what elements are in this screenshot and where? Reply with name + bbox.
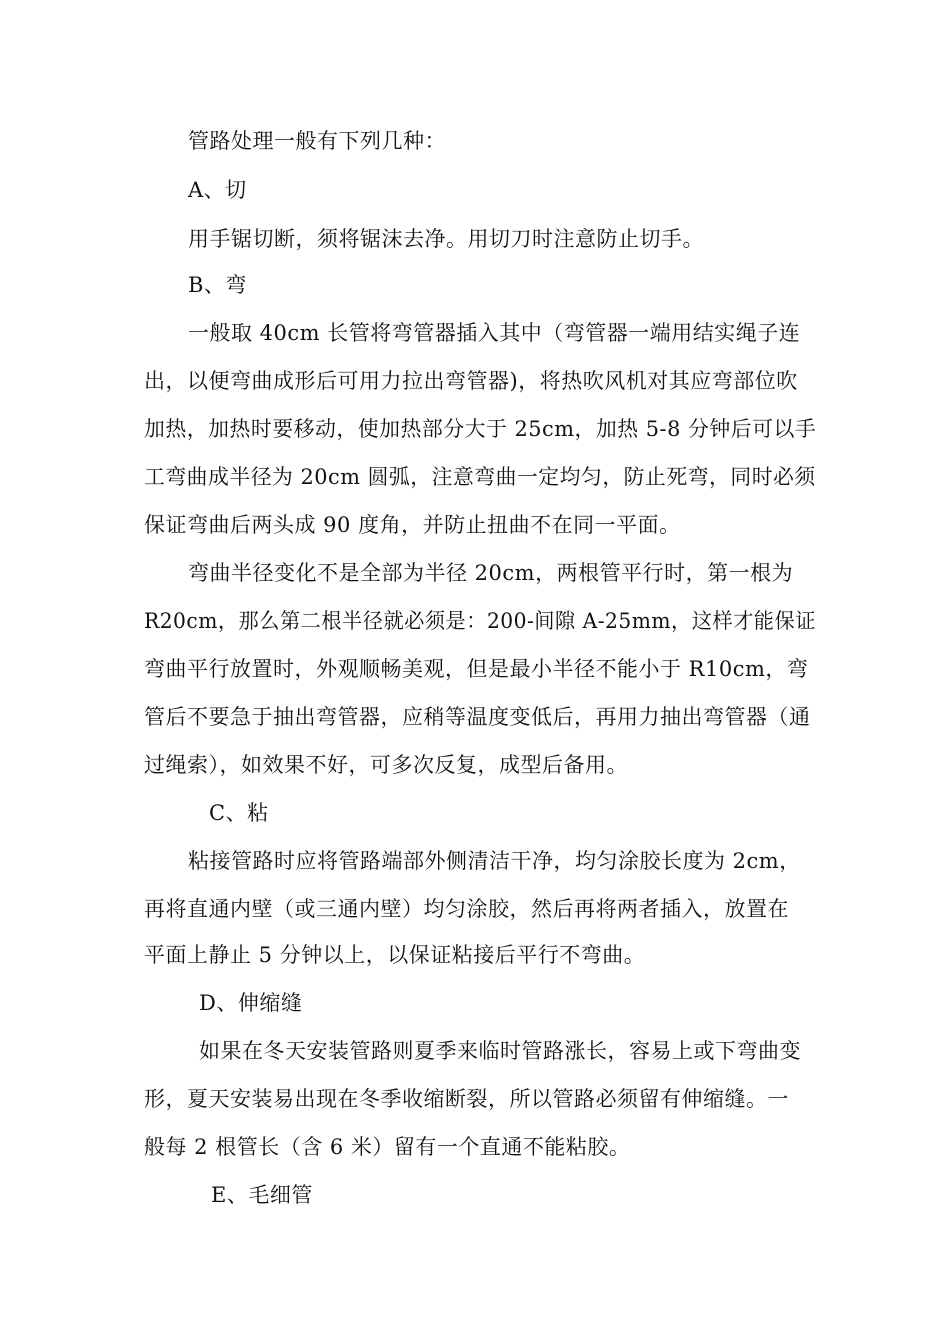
section-heading-c: C、粘 bbox=[209, 801, 269, 825]
section-c-line-2: 再将直通内壁（或三通内壁）均匀涂胶，然后再将两者插入，放置在 bbox=[144, 897, 789, 921]
section-a-line-1: 用手锯切断，须将锯沫去净。用切刀时注意防止切手。 bbox=[188, 227, 704, 251]
section-c-line-1: 粘接管路时应将管路端部外侧清洁干净，均匀涂胶长度为 2cm， bbox=[188, 849, 801, 873]
section-heading-a: A、切 bbox=[188, 178, 247, 202]
section-b-line-8: 弯曲平行放置时，外观顺畅美观，但是最小半径不能小于 R10cm，弯 bbox=[144, 657, 809, 681]
section-b-line-6: 弯曲半径变化不是全部为半径 20cm，两根管平行时，第一根为 bbox=[188, 561, 794, 585]
intro-line: 管路处理一般有下列几种： bbox=[188, 129, 446, 153]
section-d-line-3: 般每 2 根管长（含 6 米）留有一个直通不能粘胶。 bbox=[144, 1135, 631, 1159]
section-b-line-5: 保证弯曲后两头成 90 度角，并防止扭曲不在同一平面。 bbox=[144, 513, 681, 537]
section-b-line-10: 过绳索），如效果不好，可多次反复，成型后备用。 bbox=[144, 753, 628, 777]
section-d-line-1: 如果在冬天安装管路则夏季来临时管路涨长，容易上或下弯曲变 bbox=[199, 1039, 801, 1063]
section-heading-d: D、伸缩缝 bbox=[199, 991, 303, 1015]
section-heading-e: E、毛细管 bbox=[211, 1183, 313, 1207]
section-c-line-3: 平面上静止 5 分钟以上，以保证粘接后平行不弯曲。 bbox=[144, 943, 646, 967]
section-b-line-7: R20cm，那么第二根半径就必须是：200-间隙 A-25mm，这样才能保证 bbox=[144, 609, 816, 633]
section-heading-b: B、弯 bbox=[188, 273, 247, 297]
section-b-line-1: 一般取 40cm 长管将弯管器插入其中（弯管器一端用结实绳子连 bbox=[188, 321, 801, 345]
section-b-line-3: 加热，加热时要移动，使加热部分大于 25cm，加热 5-8 分钟后可以手 bbox=[144, 417, 817, 441]
section-d-line-2: 形，夏天安装易出现在冬季收缩断裂，所以管路必须留有伸缩缝。一 bbox=[144, 1087, 789, 1111]
section-b-line-9: 管后不要急于抽出弯管器，应稍等温度变低后，再用力抽出弯管器（通 bbox=[144, 705, 811, 729]
section-b-line-2: 出，以便弯曲成形后可用力拉出弯管器)，将热吹风机对其应弯部位吹 bbox=[144, 369, 798, 393]
section-b-line-4: 工弯曲成半径为 20cm 圆弧，注意弯曲一定均匀，防止死弯，同时必须 bbox=[144, 465, 816, 489]
